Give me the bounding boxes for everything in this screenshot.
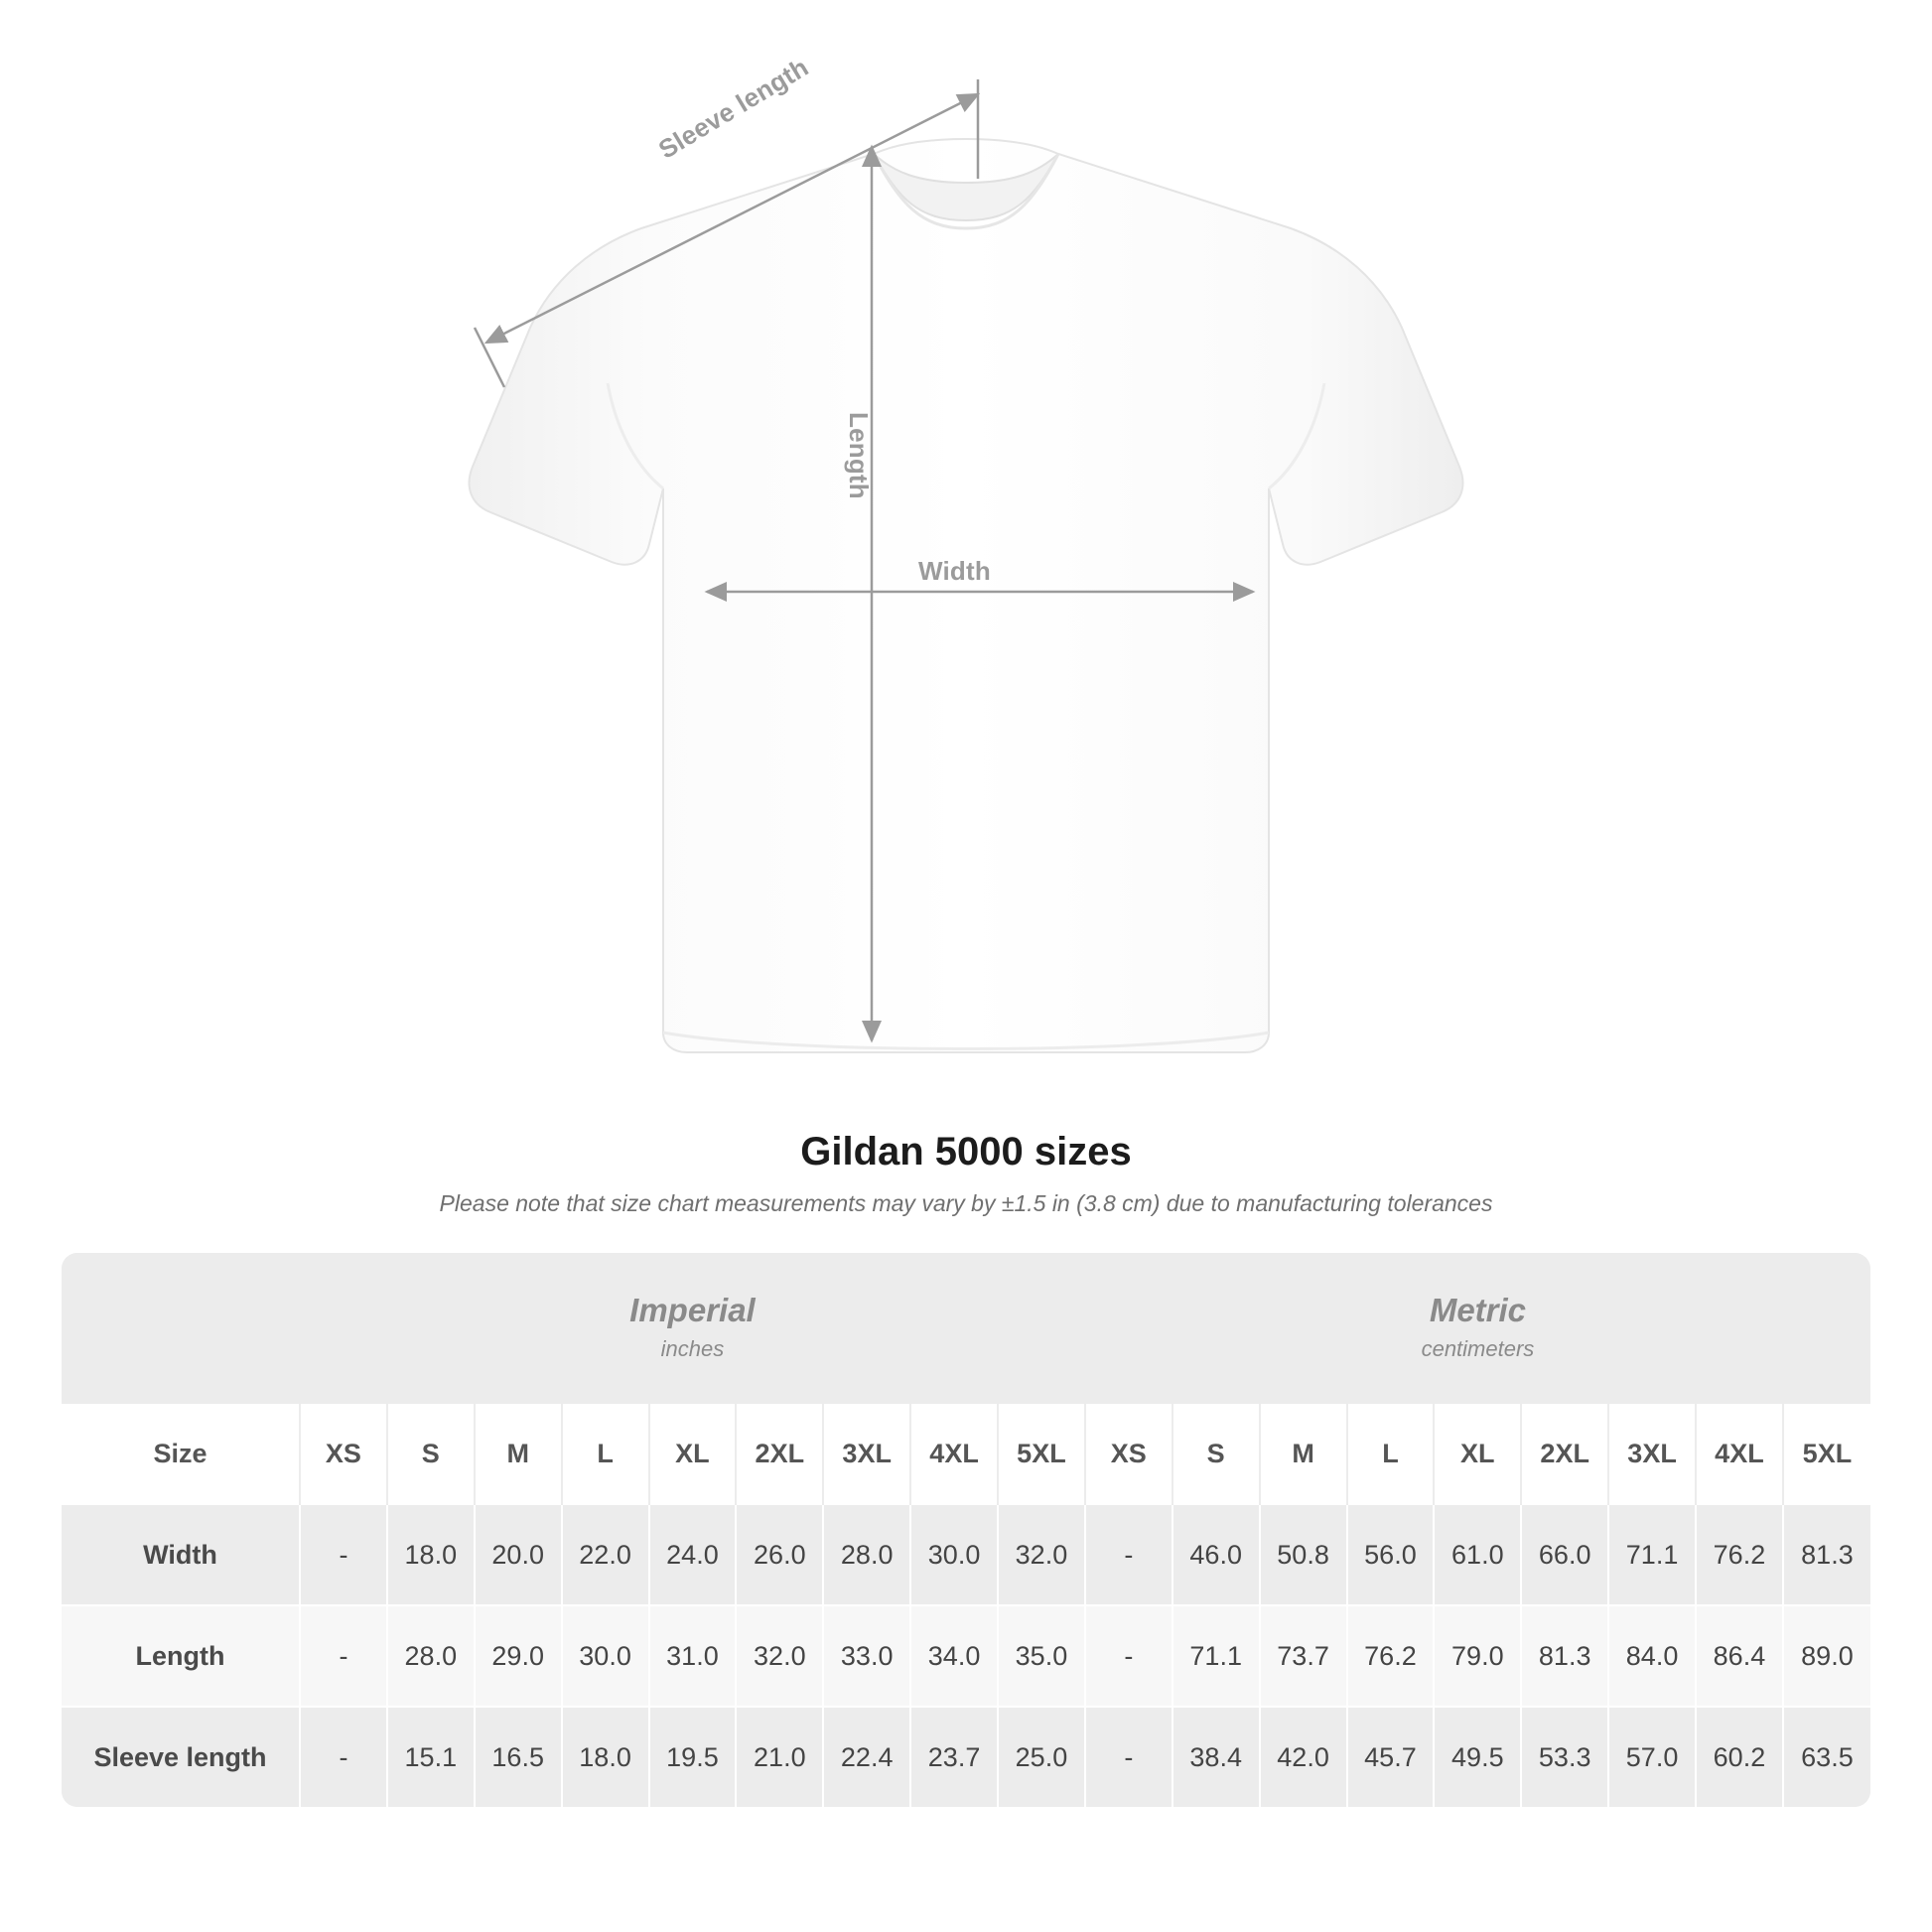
measurement-cell: 18.0 (562, 1707, 649, 1807)
size-column-header: M (475, 1404, 562, 1504)
measurement-cell: 22.0 (562, 1504, 649, 1605)
measurement-cell: 23.7 (910, 1707, 998, 1807)
sleeve-length-label: Sleeve length (653, 52, 814, 165)
measurement-row-header: Width (62, 1504, 300, 1605)
table-row (62, 1605, 1870, 1707)
size-column-header: XL (649, 1404, 737, 1504)
length-label: Length (844, 412, 874, 499)
size-column-header: XS (300, 1404, 387, 1504)
measurement-cell: 19.5 (649, 1707, 737, 1807)
page-title: Gildan 5000 sizes (800, 1130, 1132, 1173)
measurement-cell: 18.0 (387, 1504, 475, 1605)
measurement-cell: 38.4 (1173, 1707, 1260, 1807)
unit-name-metric: Metric (1429, 1291, 1527, 1328)
measurement-cell: 28.0 (387, 1605, 475, 1707)
unit-header-row (62, 1253, 1870, 1404)
unit-header-metric (1085, 1253, 1870, 1404)
size-column-header: 4XL (910, 1404, 998, 1504)
tolerance-note: Please note that size chart measurements may vary by ±1.5 in (3.8 cm) due to manufacturing tolerances (439, 1190, 1493, 1216)
measurement-cell: - (300, 1605, 387, 1707)
unit-header-imperial (300, 1253, 1085, 1404)
size-table (62, 1253, 1870, 1807)
measurement-cell: 86.4 (1696, 1605, 1783, 1707)
size-column-header: 5XL (998, 1404, 1085, 1504)
measurement-cell: 15.1 (387, 1707, 475, 1807)
measurement-cell: 45.7 (1347, 1707, 1435, 1807)
size-column-header: XS (1085, 1404, 1173, 1504)
measurement-cell: 66.0 (1521, 1504, 1608, 1605)
measurement-cell: 71.1 (1173, 1605, 1260, 1707)
measurement-cell: 20.0 (475, 1504, 562, 1605)
measurement-cell: 30.0 (910, 1504, 998, 1605)
size-header-cell: Size (62, 1404, 300, 1504)
measurement-row-header: Sleeve length (62, 1707, 300, 1807)
measurement-cell: 60.2 (1696, 1707, 1783, 1807)
measurement-cell: 31.0 (649, 1605, 737, 1707)
measurement-cell: 21.0 (736, 1707, 823, 1807)
measurement-cell: 28.0 (823, 1504, 910, 1605)
measurement-cell: 34.0 (910, 1605, 998, 1707)
measurement-cell: 81.3 (1783, 1504, 1870, 1605)
measurement-cell: 25.0 (998, 1707, 1085, 1807)
measurement-cell: - (1085, 1707, 1173, 1807)
measurement-cell: 30.0 (562, 1605, 649, 1707)
width-label: Width (918, 556, 991, 586)
unit-sub-imperial: inches (660, 1335, 725, 1361)
measurement-cell: 89.0 (1783, 1605, 1870, 1707)
size-column-header: 2XL (1521, 1404, 1608, 1504)
table-row (62, 1504, 1870, 1605)
measurement-cell: 42.0 (1260, 1707, 1347, 1807)
measurement-cell: 76.2 (1696, 1504, 1783, 1605)
measurement-cell: 32.0 (736, 1605, 823, 1707)
size-column-header: S (1173, 1404, 1260, 1504)
measurement-cell: 71.1 (1608, 1504, 1696, 1605)
size-column-header: M (1260, 1404, 1347, 1504)
size-column-header: 5XL (1783, 1404, 1870, 1504)
measurement-cell: - (1085, 1504, 1173, 1605)
unit-name-imperial: Imperial (629, 1291, 756, 1328)
measurement-cell: 81.3 (1521, 1605, 1608, 1707)
title-block (0, 1130, 1932, 1217)
measurement-cell: 35.0 (998, 1605, 1085, 1707)
measurement-cell: 33.0 (823, 1605, 910, 1707)
size-column-header: 4XL (1696, 1404, 1783, 1504)
measurement-cell: 24.0 (649, 1504, 737, 1605)
measurement-cell: 76.2 (1347, 1605, 1435, 1707)
measurement-cell: 53.3 (1521, 1707, 1608, 1807)
size-table-wrapper (62, 1253, 1870, 1807)
size-column-header: XL (1434, 1404, 1521, 1504)
size-header-row (62, 1404, 1870, 1504)
measurement-cell: 16.5 (475, 1707, 562, 1807)
unit-header-spacer (62, 1253, 300, 1404)
measurement-cell: 32.0 (998, 1504, 1085, 1605)
table-row (62, 1707, 1870, 1807)
measurement-cell: 50.8 (1260, 1504, 1347, 1605)
size-column-header: L (1347, 1404, 1435, 1504)
measurement-cell: 22.4 (823, 1707, 910, 1807)
measurement-cell: 29.0 (475, 1605, 562, 1707)
measurement-cell: 84.0 (1608, 1605, 1696, 1707)
size-column-header: L (562, 1404, 649, 1504)
measurement-cell: 46.0 (1173, 1504, 1260, 1605)
measurement-cell: 57.0 (1608, 1707, 1696, 1807)
measurement-cell: - (300, 1707, 387, 1807)
measurement-cell: 56.0 (1347, 1504, 1435, 1605)
size-column-header: 3XL (1608, 1404, 1696, 1504)
measurement-cell: 61.0 (1434, 1504, 1521, 1605)
size-column-header: 2XL (736, 1404, 823, 1504)
measurement-cell: 73.7 (1260, 1605, 1347, 1707)
unit-sub-metric: centimeters (1421, 1335, 1535, 1361)
measurement-cell: - (1085, 1605, 1173, 1707)
measurement-cell: 26.0 (736, 1504, 823, 1605)
measurement-cell: - (300, 1504, 387, 1605)
measurement-cell: 63.5 (1783, 1707, 1870, 1807)
size-column-header: S (387, 1404, 475, 1504)
measurement-row-header: Length (62, 1605, 300, 1707)
measurement-cell: 79.0 (1434, 1605, 1521, 1707)
measurement-cell: 49.5 (1434, 1707, 1521, 1807)
size-column-header: 3XL (823, 1404, 910, 1504)
